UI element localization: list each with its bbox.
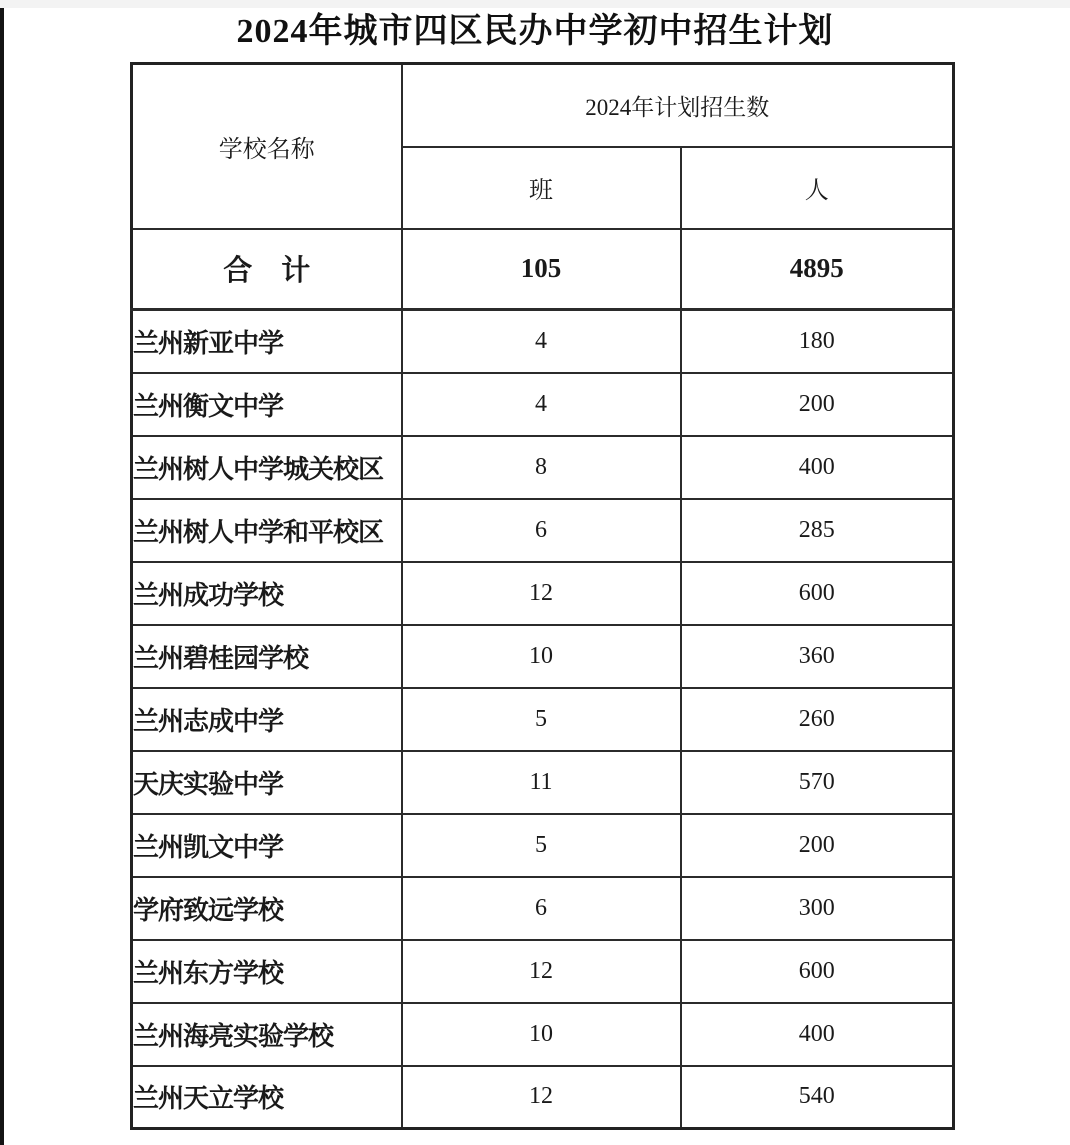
school-name-cell: 天庆实验中学	[132, 751, 402, 814]
table-row	[132, 688, 954, 751]
classes-cell: 10	[402, 1003, 681, 1066]
header-row-group	[132, 64, 954, 147]
total-students-value: 4895	[681, 229, 954, 310]
top-edge-strip	[0, 0, 1070, 8]
classes-cell: 12	[402, 1066, 681, 1129]
table-header	[132, 64, 954, 229]
students-cell: 540	[681, 1066, 954, 1129]
table-row	[132, 562, 954, 625]
header-classes: 班	[402, 147, 681, 229]
classes-cell: 12	[402, 940, 681, 1003]
students-cell: 200	[681, 373, 954, 436]
table-row	[132, 499, 954, 562]
table-row	[132, 310, 954, 373]
table-body	[132, 229, 954, 1129]
total-classes-value: 105	[402, 229, 681, 310]
classes-cell: 6	[402, 877, 681, 940]
table-row	[132, 940, 954, 1003]
school-name-cell: 兰州成功学校	[132, 562, 402, 625]
table-row	[132, 436, 954, 499]
total-label: 合 计	[132, 229, 402, 310]
table-row	[132, 1003, 954, 1066]
table-row	[132, 877, 954, 940]
table-row	[132, 814, 954, 877]
header-students: 人	[681, 147, 954, 229]
classes-cell: 6	[402, 499, 681, 562]
school-name-cell: 兰州衡文中学	[132, 373, 402, 436]
enrollment-plan-table	[130, 62, 955, 1130]
classes-cell: 4	[402, 373, 681, 436]
school-name-cell: 兰州树人中学和平校区	[132, 499, 402, 562]
classes-cell: 12	[402, 562, 681, 625]
header-plan-group: 2024年计划招生数	[402, 64, 954, 147]
classes-cell: 5	[402, 814, 681, 877]
page-title: 2024年城市四区民办中学初中招生计划	[236, 13, 834, 50]
table-row	[132, 1066, 954, 1129]
classes-cell: 8	[402, 436, 681, 499]
table-row	[132, 373, 954, 436]
students-cell: 570	[681, 751, 954, 814]
header-school-name: 学校名称	[132, 64, 402, 229]
school-name-cell: 兰州天立学校	[132, 1066, 402, 1129]
school-name-cell: 兰州凯文中学	[132, 814, 402, 877]
students-cell: 600	[681, 940, 954, 1003]
students-cell: 400	[681, 1003, 954, 1066]
school-name-cell: 兰州东方学校	[132, 940, 402, 1003]
school-name-cell: 学府致远学校	[132, 877, 402, 940]
students-cell: 300	[681, 877, 954, 940]
classes-cell: 5	[402, 688, 681, 751]
school-name-cell: 兰州志成中学	[132, 688, 402, 751]
students-cell: 600	[681, 562, 954, 625]
students-cell: 285	[681, 499, 954, 562]
total-row	[132, 229, 954, 310]
table-row	[132, 625, 954, 688]
students-cell: 200	[681, 814, 954, 877]
classes-cell: 4	[402, 310, 681, 373]
students-cell: 180	[681, 310, 954, 373]
classes-cell: 10	[402, 625, 681, 688]
classes-cell: 11	[402, 751, 681, 814]
left-edge-strip	[0, 8, 4, 1145]
school-name-cell: 兰州碧桂园学校	[132, 625, 402, 688]
school-name-cell: 兰州树人中学城关校区	[132, 436, 402, 499]
students-cell: 400	[681, 436, 954, 499]
table-row	[132, 751, 954, 814]
students-cell: 260	[681, 688, 954, 751]
students-cell: 360	[681, 625, 954, 688]
school-name-cell: 兰州海亮实验学校	[132, 1003, 402, 1066]
school-name-cell: 兰州新亚中学	[132, 310, 402, 373]
